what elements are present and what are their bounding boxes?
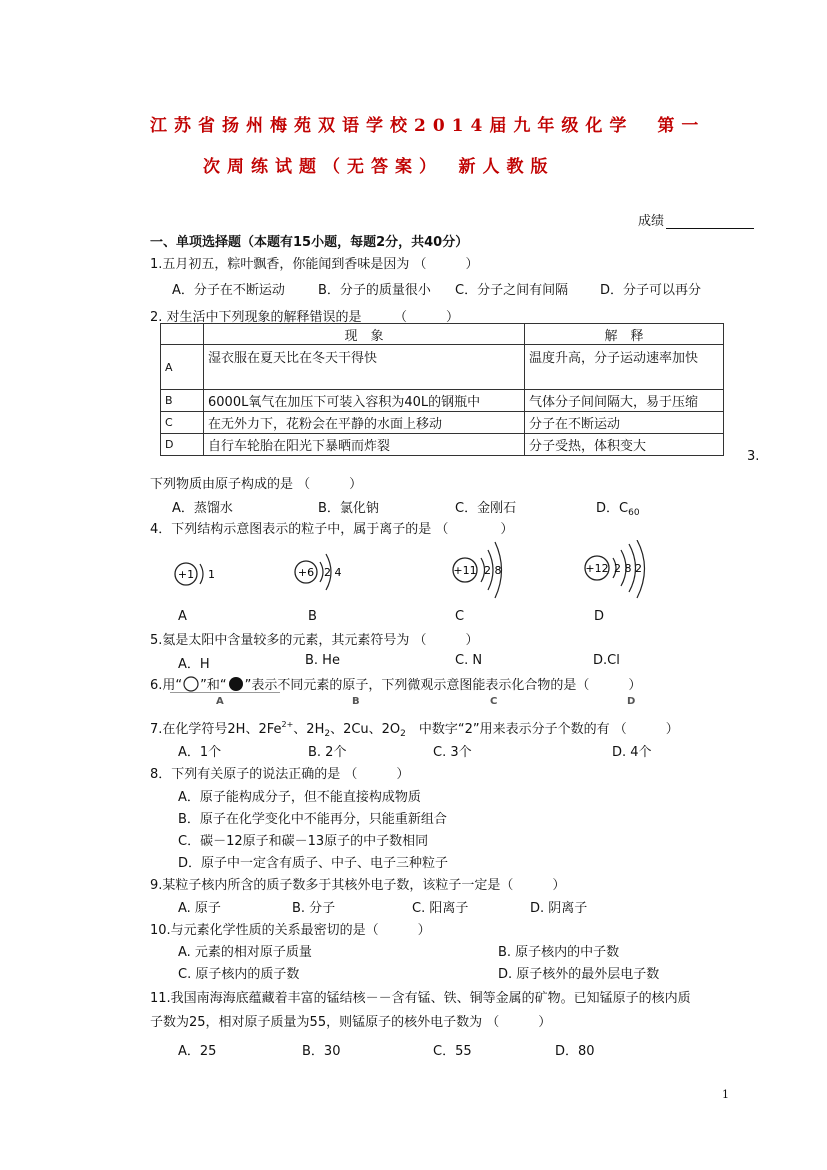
question-8-stem: 8．下列有关原子的说法正确的是 （ ） [150, 767, 410, 782]
q5-option-a: A．H [178, 657, 210, 672]
q11-option-b: B．30 [302, 1044, 341, 1059]
q4-label-c: C [455, 609, 465, 624]
page-number: 1 [722, 1088, 729, 1101]
q10-option-a: A. 元素的相对原子质量 [178, 945, 312, 960]
q9-option-d: D. 阴离子 [530, 901, 588, 916]
q7-stem-part: 7.在化学符号2H、2Fe [150, 722, 282, 737]
row-label: C [161, 412, 204, 434]
score-field [638, 210, 754, 229]
question-11-line-1: 11.我国南海海底蕴藏着丰富的锰结核－－含有锰、铁、铜等金属的矿物。已知锰原子的核内质 [150, 991, 691, 1006]
c60-subscript: 60 [628, 508, 640, 518]
q1-option-d: D．分子可以再分 [600, 283, 702, 298]
electron-shell [320, 562, 323, 582]
q10-option-d: D. 原子核外的最外层电子数 [498, 967, 660, 982]
q4-label-a: A [178, 609, 187, 624]
q7-option-b: B. 2个 [308, 745, 347, 760]
q6-stem-part: ”表示不同元素的原子，下列微观示意图能表示化合物的是（ ） [244, 678, 642, 693]
row-phenomenon: 自行车轮胎在阳光下暴晒而炸裂 [204, 434, 525, 456]
question-9-stem: 9.某粒子核内所含的质子数多于其核外电子数，该粒子一定是（ ） [150, 878, 566, 893]
q2-table [160, 323, 724, 456]
shell-electrons: 1 [208, 568, 215, 581]
nucleus-label: +11 [453, 564, 477, 577]
question-2-stem: 2. 对生活中下列现象的解释错误的是 （ ） [150, 310, 460, 325]
question-1-stem: 1.五月初五，粽叶飘香，你能闻到香味是因为 （ ） [150, 257, 479, 272]
atom-diagram-c [448, 540, 518, 600]
score-blank[interactable] [666, 216, 754, 229]
q1-option-b: B．分子的质量很小 [318, 283, 431, 298]
title-line-2: 次周练试题（无答案） 新人教版 [203, 157, 555, 177]
q6-stem-part: ”和“ [200, 678, 227, 693]
q9-option-b: B. 分子 [292, 901, 336, 916]
q6-label-d: D [627, 696, 636, 707]
q10-option-b: B. 原子核内的中子数 [498, 945, 620, 960]
q10-option-c: C. 原子核内的质子数 [178, 967, 300, 982]
row-phenomenon: 湿衣服在夏天比在冬天干得快 [204, 345, 525, 390]
q4-label-d: D [594, 609, 605, 624]
row-label: B [161, 390, 204, 412]
q6-label-b: B [352, 696, 360, 707]
q11-option-d: D．80 [555, 1044, 595, 1059]
table-row [161, 412, 724, 434]
question-4-stem: 4．下列结构示意图表示的粒子中，属于离子的是 （ ） [150, 522, 514, 537]
shell-electrons: 2 8 2 [614, 562, 642, 575]
q3-option-d: D．$C_{60}$ [596, 501, 640, 518]
atom-diagram-a [168, 552, 228, 598]
table-row [161, 345, 724, 390]
nucleus-label: +1 [177, 568, 195, 581]
table-header-explanation: 解 释 [525, 324, 724, 345]
row-label: A [161, 345, 204, 390]
q8-option-d: D．原子中一定含有质子、中子、电子三种粒子 [178, 856, 449, 871]
title-line-1: 江苏省扬州梅苑双语学校2014届九年级化学 第一 [150, 116, 706, 136]
question-11-line-2: 子数为25，相对原子质量为55，则锰原子的核外电子数为 （ ） [150, 1015, 552, 1030]
black-atom-icon [227, 676, 245, 692]
row-explanation: 气体分子间间隔大，易于压缩 [525, 390, 724, 412]
q3-option-b: B．氯化钠 [318, 501, 379, 516]
atom-diagram-d [580, 540, 660, 600]
q5-option-d: D.Cl [593, 653, 620, 668]
q5-option-c: C. N [455, 653, 483, 668]
q8-option-a: A．原子能构成分子，但不能直接构成物质 [178, 790, 421, 805]
q7-option-c: C. 3个 [433, 745, 472, 760]
table-row [161, 390, 724, 412]
row-explanation: 分子在不断运动 [525, 412, 724, 434]
q6-label-rule [170, 692, 280, 693]
question-7-stem [150, 718, 679, 739]
nucleus-label: +12 [585, 562, 609, 575]
q6-stem-part: 6.用“ [150, 678, 183, 693]
table-header-row [161, 324, 724, 345]
q1-option-a: A．分子在不断运动 [172, 283, 285, 298]
q7-option-a: A．1个 [178, 745, 222, 760]
q4-label-b: B [308, 609, 317, 624]
q6-label-a: A [216, 696, 224, 707]
row-phenomenon: 6000L氧气在加压下可装入容积为40L的钢瓶中 [204, 390, 525, 412]
q3-option-a: A．蒸馏水 [172, 501, 233, 516]
q7-option-d: D. 4个 [612, 745, 652, 760]
question-5-stem: 5.氦是太阳中含量较多的元素，其元素符号为 （ ） [150, 633, 479, 648]
table-row [161, 434, 724, 456]
q9-option-a: A. 原子 [178, 901, 221, 916]
q1-option-c: C．分子之间有间隔 [455, 283, 569, 298]
q7-stem-part: 、2Cu、2O [330, 722, 401, 737]
atom-diagram-b [290, 548, 360, 598]
shell-electrons: 2 8 [484, 564, 502, 577]
question-3-number: 3. [747, 449, 760, 464]
row-explanation: 分子受热，体积变大 [525, 434, 724, 456]
q7-stem-part: 、2H [293, 722, 325, 737]
row-label: D [161, 434, 204, 456]
table-header-phenomenon: 现 象 [204, 324, 525, 345]
q9-option-c: C. 阳离子 [412, 901, 469, 916]
o2-subscript: 2 [400, 729, 406, 739]
q6-label-c: C [490, 696, 498, 707]
question-10-stem: 10.与元素化学性质的关系最密切的是（ ） [150, 923, 431, 938]
h2-subscript: 2 [324, 729, 331, 739]
row-phenomenon: 在无外力下，花粉会在平静的水面上移动 [204, 412, 525, 434]
q11-option-a: A．25 [178, 1044, 217, 1059]
fe-charge-superscript: 2+ [281, 720, 294, 729]
question-3-stem: 下列物质由原子构成的是 （ ） [150, 477, 363, 492]
score-label: 成绩 [638, 214, 665, 229]
question-6-stem [150, 674, 641, 693]
white-atom-icon [182, 676, 200, 692]
q5-option-b: B. He [305, 653, 340, 668]
row-explanation: 温度升高，分子运动速率加快 [525, 345, 724, 390]
q7-stem-part: 中数字“2”用来表示分子个数的有 （ ） [405, 722, 679, 737]
shell-electrons: 2 4 [324, 566, 342, 579]
nucleus-label: +6 [297, 566, 315, 579]
q3-option-c: C．金刚石 [455, 501, 517, 516]
section-heading: 一、单项选择题（本题有15小题，每题2分，共40分） [150, 235, 469, 250]
q8-option-c: C．碳－12原子和碳－13原子的中子数相同 [178, 834, 429, 849]
electron-shell [200, 564, 203, 584]
q11-option-c: C．55 [433, 1044, 472, 1059]
q8-option-b: B．原子在化学变化中不能再分，只能重新组合 [178, 812, 447, 827]
table-header-blank [161, 324, 204, 345]
